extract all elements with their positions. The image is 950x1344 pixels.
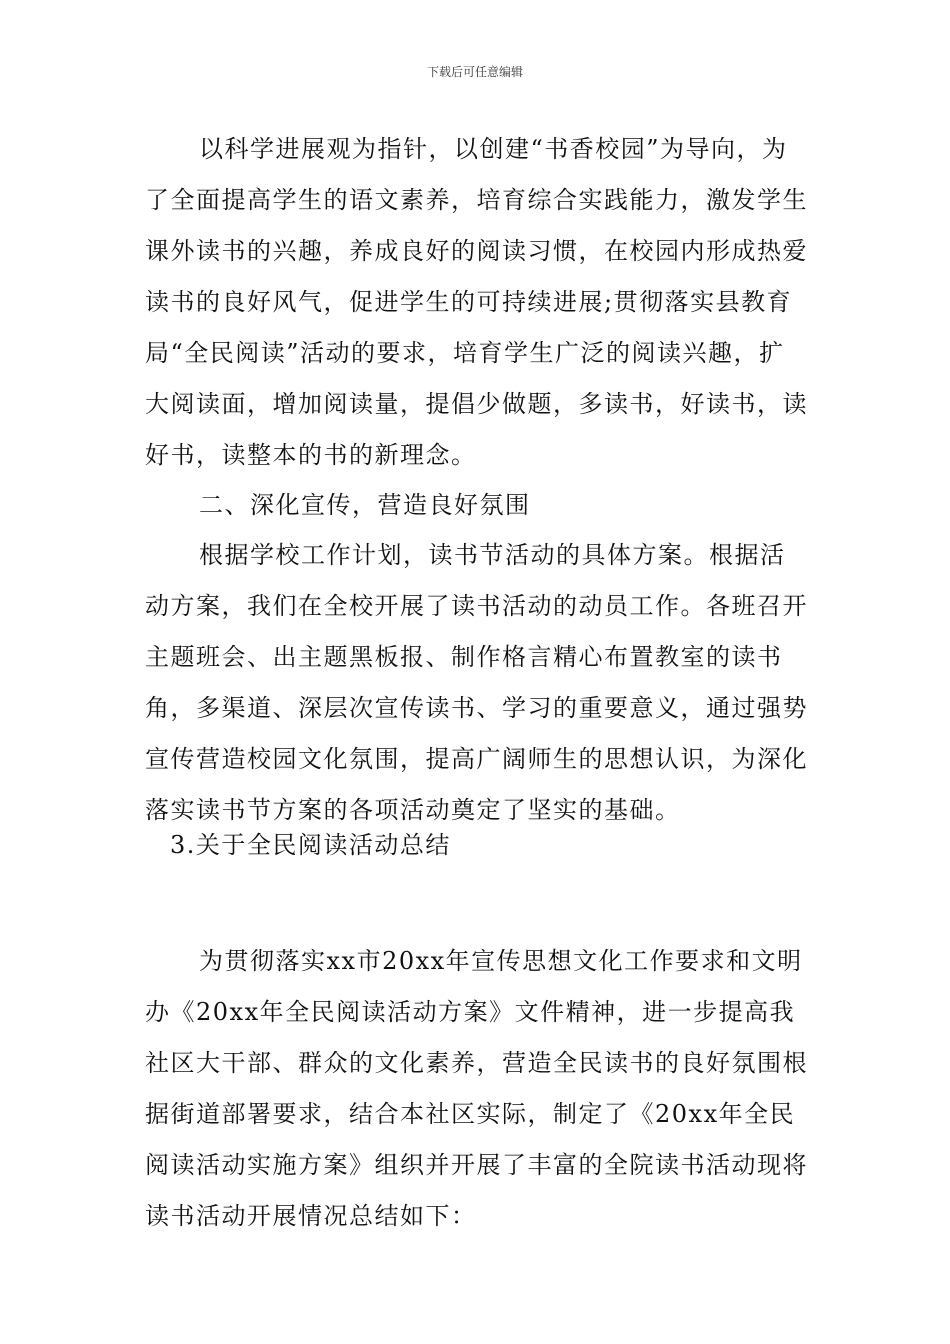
paragraph-reading-summary: 为贯彻落实xx市20xx年宣传思想文化工作要求和文明办《20xx年全民阅读活动方案》文件精神，进一步提高我社区大干部、群众的文化素养，营造全民读书的良好氛围根据街道部署要求，结合本社区实际，制定了《20xx年全民阅读活动实施方案》组织并开展了丰富的全院读书活动现将读书活动开展情况总结如下： [145, 947, 808, 1230]
paragraph-publicity: 根据学校工作计划，读书节活动的具体方案。根据活动方案，我们在全校开展了读书活动的动员工作。各班召开主题班会、出主题黑板报、制作格言精心布置教室的读书角，多渠道、深层次宣传读书、学习的重要意义，通过强势宣传营造校园文化氛围，提高广阔师生的思想认识，为深化落实读书节方案的各项活动奠定了坚实的基础。 [145, 541, 808, 824]
section-title-reading-summary: 3.关于全民阅读活动总结 [170, 831, 451, 859]
page-header-note: 下载后可任意编辑 [426, 65, 523, 79]
paragraph-guiding-principle: 以科学进展观为指针，以创建“书香校园”为导向，为了全面提高学生的语文素养，培育综合实践能力，激发学生课外读书的兴趣，养成良好的阅读习惯，在校园内形成热爱读书的良好风气，促进学生的可持续进展;贯彻落实县教育局“全民阅读”活动的要求，培育学生广泛的阅读兴趣，扩大阅读面，增加阅读量，提倡少做题，多读书，好读书，读好书，读整本的书的新理念。 [145, 135, 808, 469]
section-heading-publicity: 二、深化宣传，营造良好氛围 [199, 491, 531, 519]
